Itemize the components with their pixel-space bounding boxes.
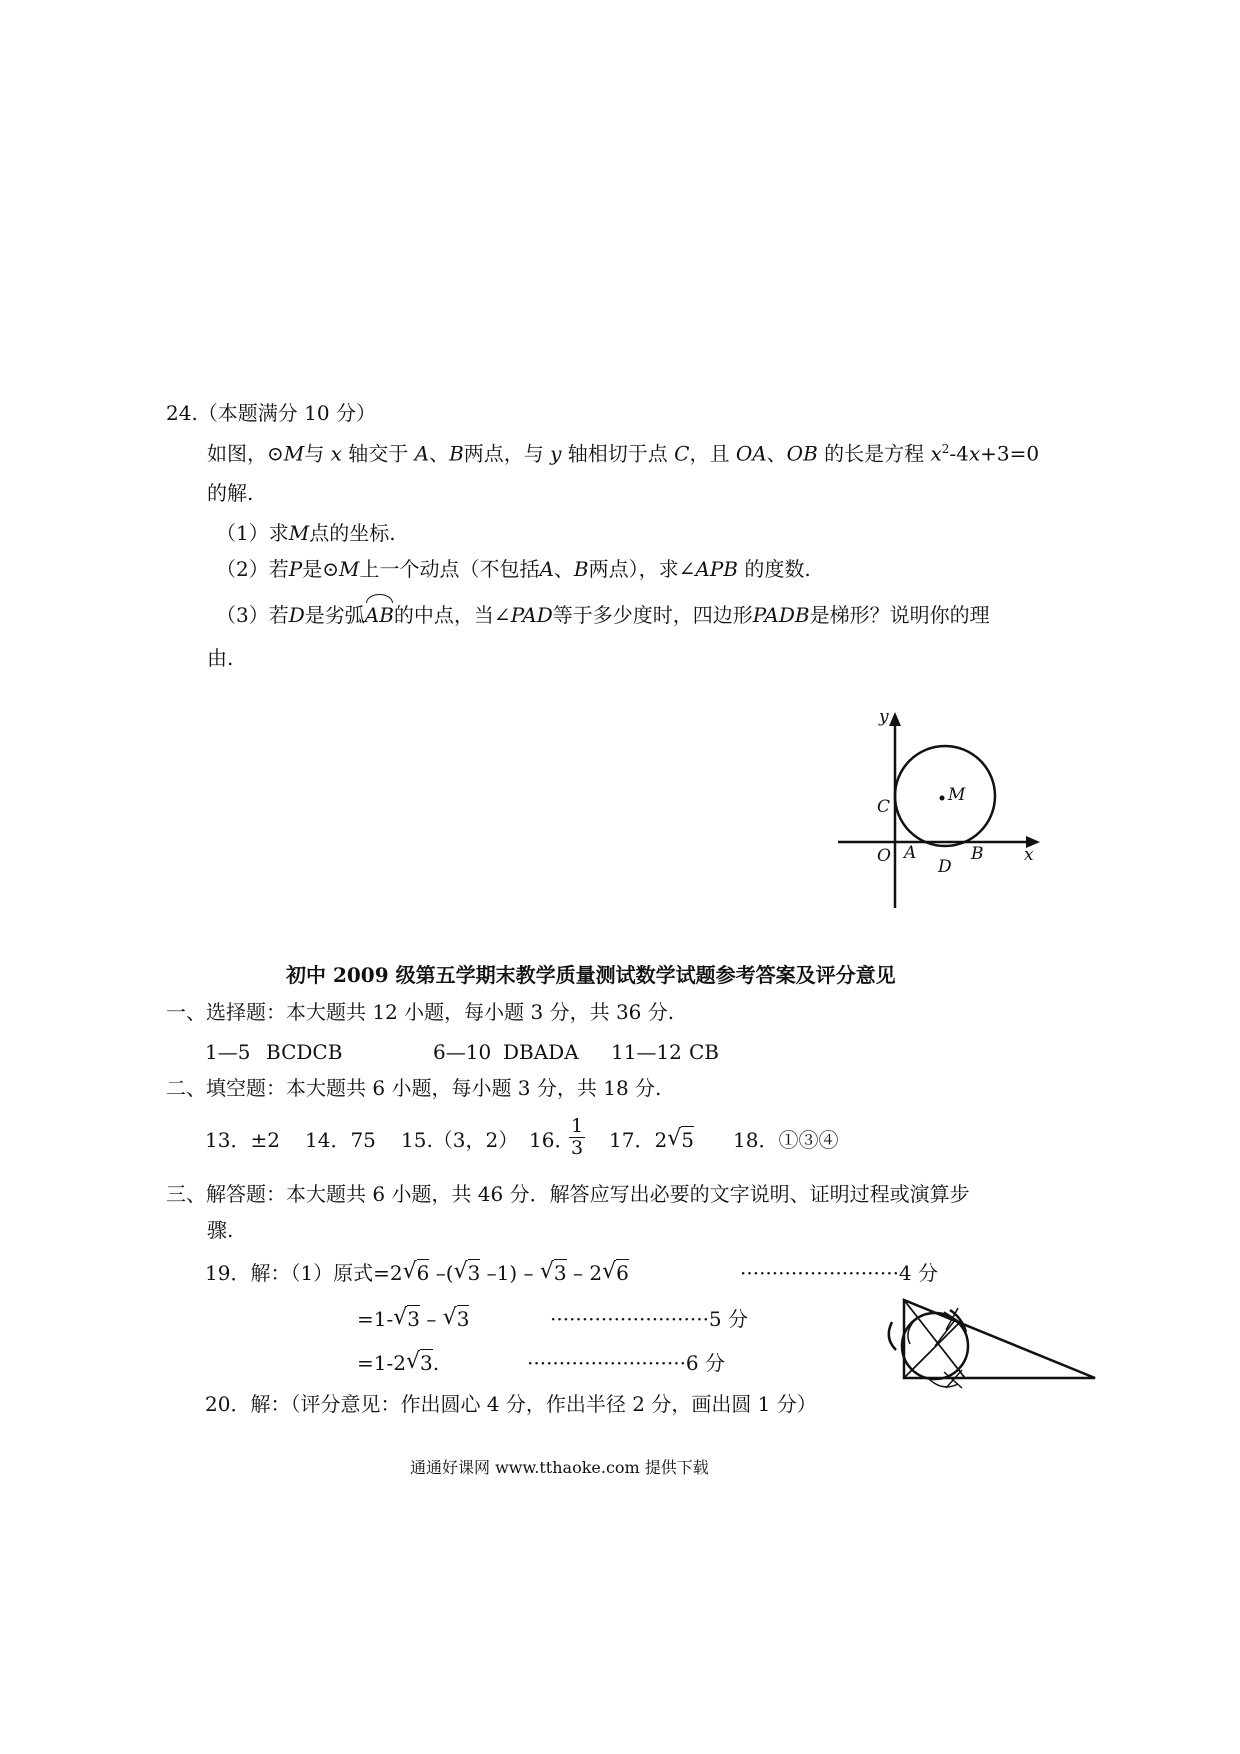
mc-range-3: 11—12 bbox=[611, 1040, 682, 1064]
angle-bisector-2 bbox=[904, 1322, 960, 1378]
q24-line1: 如图，⊙M与 x 轴交于 A、B两点，与 y 轴相切于点 C，且 OA、OB 的长是方程 $x^2-4x+3=0$ bbox=[207, 441, 1040, 466]
q19-score-2: ·························5 分 bbox=[550, 1307, 749, 1331]
arc-mark-inner bbox=[908, 1320, 915, 1344]
q19-score-1: ·························4 分 bbox=[740, 1261, 939, 1285]
fill-13: 13．±2 bbox=[205, 1128, 280, 1152]
circle-m bbox=[895, 746, 995, 846]
fill-14: 14．75 bbox=[305, 1128, 376, 1152]
q19-line-1: 19．解：（1）原式=2√ 6 –(√ 3 –1) – √ 3 – 2√ 6 bbox=[205, 1263, 629, 1283]
q24-part3: （3）若D是劣弧AB的中点，当∠PAD等于多少度时，四边形PADB是梯形？说明你的理 bbox=[216, 603, 990, 627]
fill-17: 17．2√ 5 bbox=[609, 1130, 694, 1150]
label-d: D bbox=[938, 857, 952, 877]
mc-answers-1: BCDCB bbox=[266, 1040, 343, 1064]
mc-answers-2: DBADA bbox=[503, 1040, 579, 1064]
q24-part3-cont: 由. bbox=[207, 646, 234, 670]
q19-line-2: =1-√ 3 – √ 3 bbox=[357, 1309, 469, 1329]
answers-title: 初中 2009 级第五学期末教学质量测试数学试题参考答案及评分意见 bbox=[286, 963, 896, 987]
label-c: C bbox=[877, 797, 891, 817]
arc-mark-left bbox=[889, 1322, 896, 1350]
center-dot bbox=[940, 796, 945, 801]
fill-16-fraction: $\frac{1}{3}$ bbox=[571, 1115, 584, 1159]
q20-figure bbox=[889, 1300, 1095, 1388]
label-y: y bbox=[879, 707, 889, 727]
arc-ab: AB bbox=[364, 603, 394, 627]
label-o: O bbox=[877, 846, 891, 866]
radius-line bbox=[935, 1320, 955, 1346]
mc-range-1: 1—5 bbox=[205, 1040, 251, 1064]
q24-part1: （1）求M点的坐标. bbox=[216, 521, 396, 545]
section-3-heading: 三、解答题：本大题共 6 小题，共 46 分．解答应写出必要的文字说明、证明过程或演算步 bbox=[166, 1182, 970, 1206]
section-1-heading: 一、选择题：本大题共 12 小题，每小题 3 分，共 36 分. bbox=[166, 1000, 675, 1024]
label-b: B bbox=[971, 844, 984, 864]
footer-text: 通通好课网 www.tthaoke.com 提供下载 bbox=[410, 1458, 709, 1477]
fill-16: 16． bbox=[529, 1128, 575, 1152]
fill-18: 18．①③④ bbox=[733, 1128, 839, 1152]
y-arrow-icon bbox=[889, 712, 901, 726]
label-x: x bbox=[1024, 845, 1034, 865]
q24-line2: 的解. bbox=[207, 481, 254, 505]
q24-heading: 24.（本题满分 10 分） bbox=[166, 401, 376, 425]
q24-part2: （2）若P是⊙M上一个动点（不包括A、B两点），求∠APB 的度数. bbox=[216, 557, 811, 581]
mc-range-2: 6—10 bbox=[433, 1040, 492, 1064]
label-m: M bbox=[948, 785, 966, 805]
label-a: A bbox=[904, 843, 917, 863]
q19-score-3: ·························6 分 bbox=[527, 1351, 726, 1375]
mc-answers-3: CB bbox=[689, 1040, 719, 1064]
q19-line-3: =1-2√ 3. bbox=[357, 1353, 439, 1373]
right-triangle bbox=[904, 1300, 1095, 1378]
section-3-heading-cont: 骤. bbox=[207, 1218, 234, 1242]
section-2-heading: 二、填空题：本大题共 6 小题，每小题 3 分，共 18 分. bbox=[166, 1076, 662, 1100]
fill-15: 15.（3，2） bbox=[401, 1128, 519, 1152]
q20-line: 20．解：（评分意见：作出圆心 4 分，作出半径 2 分，画出圆 1 分） bbox=[205, 1392, 817, 1416]
